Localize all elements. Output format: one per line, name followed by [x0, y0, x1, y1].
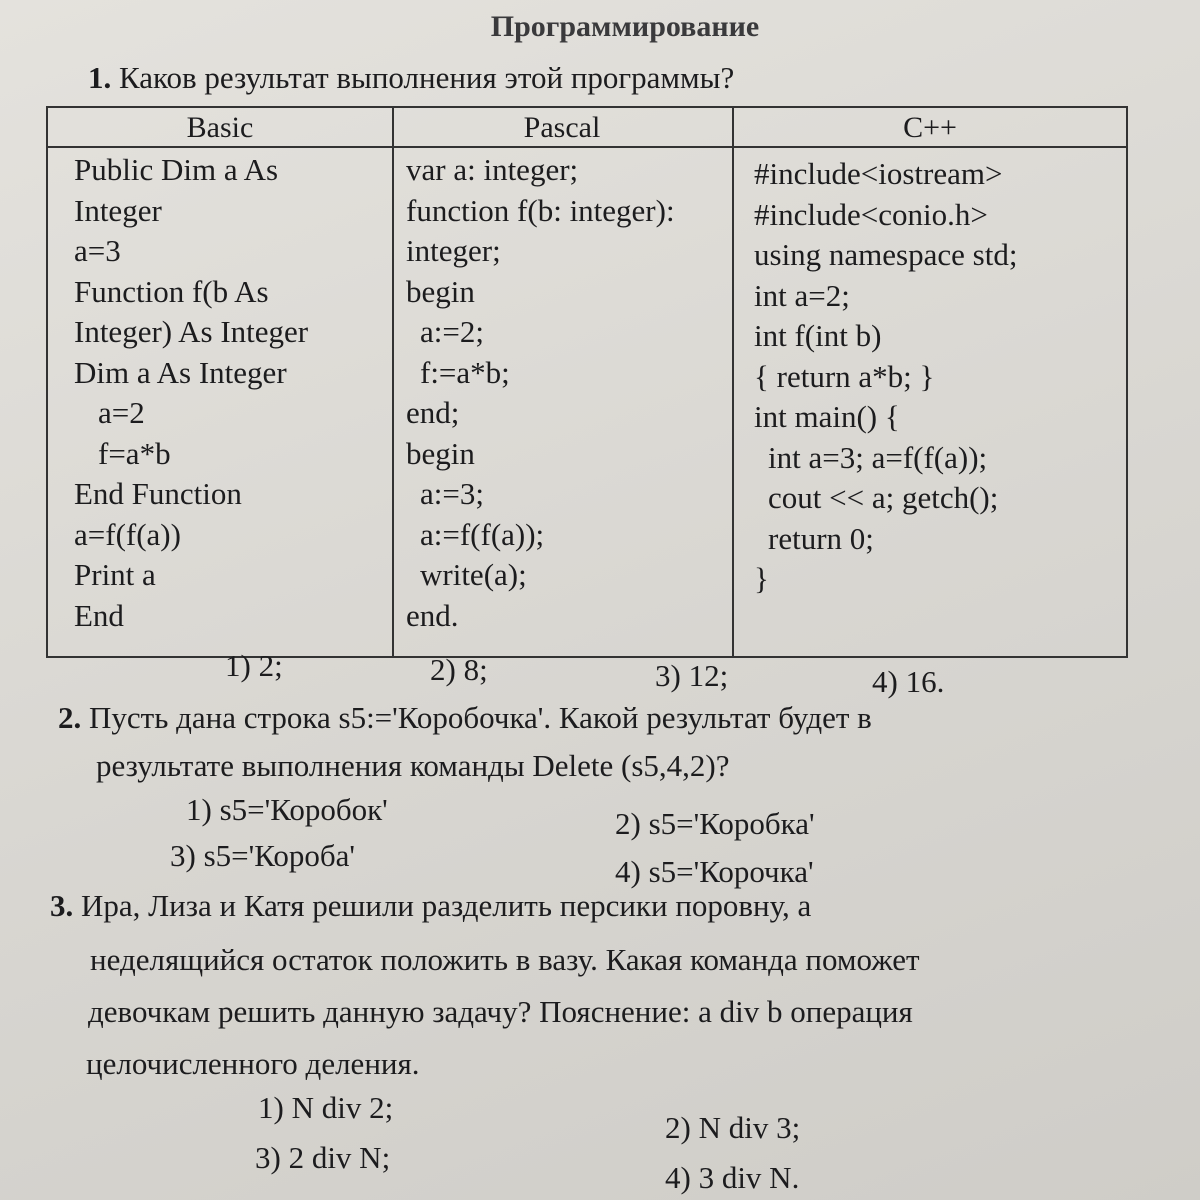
q2-line-1	[58, 700, 872, 736]
q3-option-3: 3) 2 div N;	[255, 1140, 391, 1175]
code-line: function f(b: integer):	[406, 192, 675, 228]
code-line: a=3	[74, 233, 121, 268]
q1-number: 1.	[88, 60, 112, 95]
q2-option-1: 1) s5='Коробок'	[186, 792, 388, 827]
code-line: #include<conio.h>	[754, 196, 988, 232]
q3-option-4: 4) 3 div N.	[665, 1160, 800, 1195]
q2-option-2: 2) s5='Коробка'	[615, 806, 815, 841]
code-line: f:=a*b;	[420, 354, 510, 390]
code-line: a:=2;	[420, 314, 484, 349]
code-line: a:=3;	[420, 476, 484, 511]
code-line: Public Dim a As	[74, 152, 279, 187]
code-line: #include<iostream>	[754, 156, 1003, 191]
code-line: a=2	[98, 395, 145, 430]
q3-line-4: целочисленного деления.	[86, 1046, 420, 1081]
code-line: int a=2;	[754, 277, 850, 313]
code-line: end.	[406, 597, 459, 633]
code-line: }	[754, 561, 769, 596]
basic-column	[48, 108, 394, 656]
code-line: begin	[406, 273, 475, 309]
q2-option-4: 4) s5='Корочка'	[615, 854, 814, 889]
q1-option-3: 3) 12;	[655, 658, 729, 693]
q3-line-1	[50, 888, 811, 924]
code-line: cout << a; getch();	[768, 480, 999, 515]
q2-line-2: результате выполнения команды Delete (s5,4,2)?	[96, 748, 730, 783]
q3-option-2: 2) N div 3;	[665, 1110, 801, 1145]
basic-header: Basic	[48, 108, 392, 148]
code-line: int f(int b)	[754, 318, 882, 353]
code-line: End	[74, 597, 124, 633]
q2-number: 2.	[58, 700, 82, 735]
pascal-column	[392, 108, 734, 656]
q3-text-1: Ира, Лиза и Катя решили разделить персики поровну, а	[81, 888, 812, 923]
code-line: begin	[406, 435, 475, 471]
q1-text: Каков результат выполнения этой программы?	[119, 60, 735, 95]
code-line: end;	[406, 395, 460, 430]
q1-title	[88, 60, 734, 96]
code-line: using namespace std;	[754, 237, 1018, 272]
q3-line-2: неделящийся остаток положить в вазу. Какая команда поможет	[90, 942, 920, 977]
code-line: integer;	[406, 233, 501, 268]
cpp-header: C++	[734, 108, 1126, 148]
code-line: Dim a As Integer	[74, 354, 287, 390]
q1-option-1: 1) 2;	[225, 648, 283, 683]
code-line: f=a*b	[98, 435, 171, 471]
cpp-column	[734, 108, 1126, 656]
code-line: Print a	[74, 557, 156, 592]
code-line: End Function	[74, 476, 242, 511]
page-title: Программирование	[490, 10, 760, 43]
pascal-code	[392, 148, 732, 636]
q3-line-3: девочкам решить данную задачу? Пояснение: a div b операция	[88, 994, 913, 1029]
q1-option-2: 2) 8;	[430, 652, 488, 687]
q2-option-3: 3) s5='Короба'	[170, 838, 355, 873]
q3-number: 3.	[50, 888, 74, 923]
code-line: a:=f(f(a));	[420, 516, 545, 552]
code-line: Function f(b As	[74, 273, 269, 309]
code-line: int a=3; a=f(f(a));	[768, 439, 988, 475]
code-line: int main() {	[754, 399, 900, 434]
q3-option-1: 1) N div 2;	[258, 1090, 394, 1125]
code-line: a=f(f(a))	[74, 516, 181, 552]
code-line: Integer) As Integer	[74, 314, 309, 349]
code-line: var a: integer;	[406, 152, 579, 187]
q2-text-1: Пусть дана строка s5:='Коробочка'. Какой результат будет в	[89, 700, 872, 735]
basic-code	[48, 148, 392, 636]
code-line: { return a*b; }	[754, 358, 935, 394]
code-line: Integer	[74, 192, 162, 228]
code-line: write(a);	[420, 557, 527, 592]
code-comparison-table	[46, 106, 1128, 658]
q1-option-4: 4) 16.	[872, 664, 945, 699]
code-line: return 0;	[768, 520, 874, 556]
cpp-code	[734, 148, 1126, 600]
pascal-header: Pascal	[392, 108, 732, 148]
